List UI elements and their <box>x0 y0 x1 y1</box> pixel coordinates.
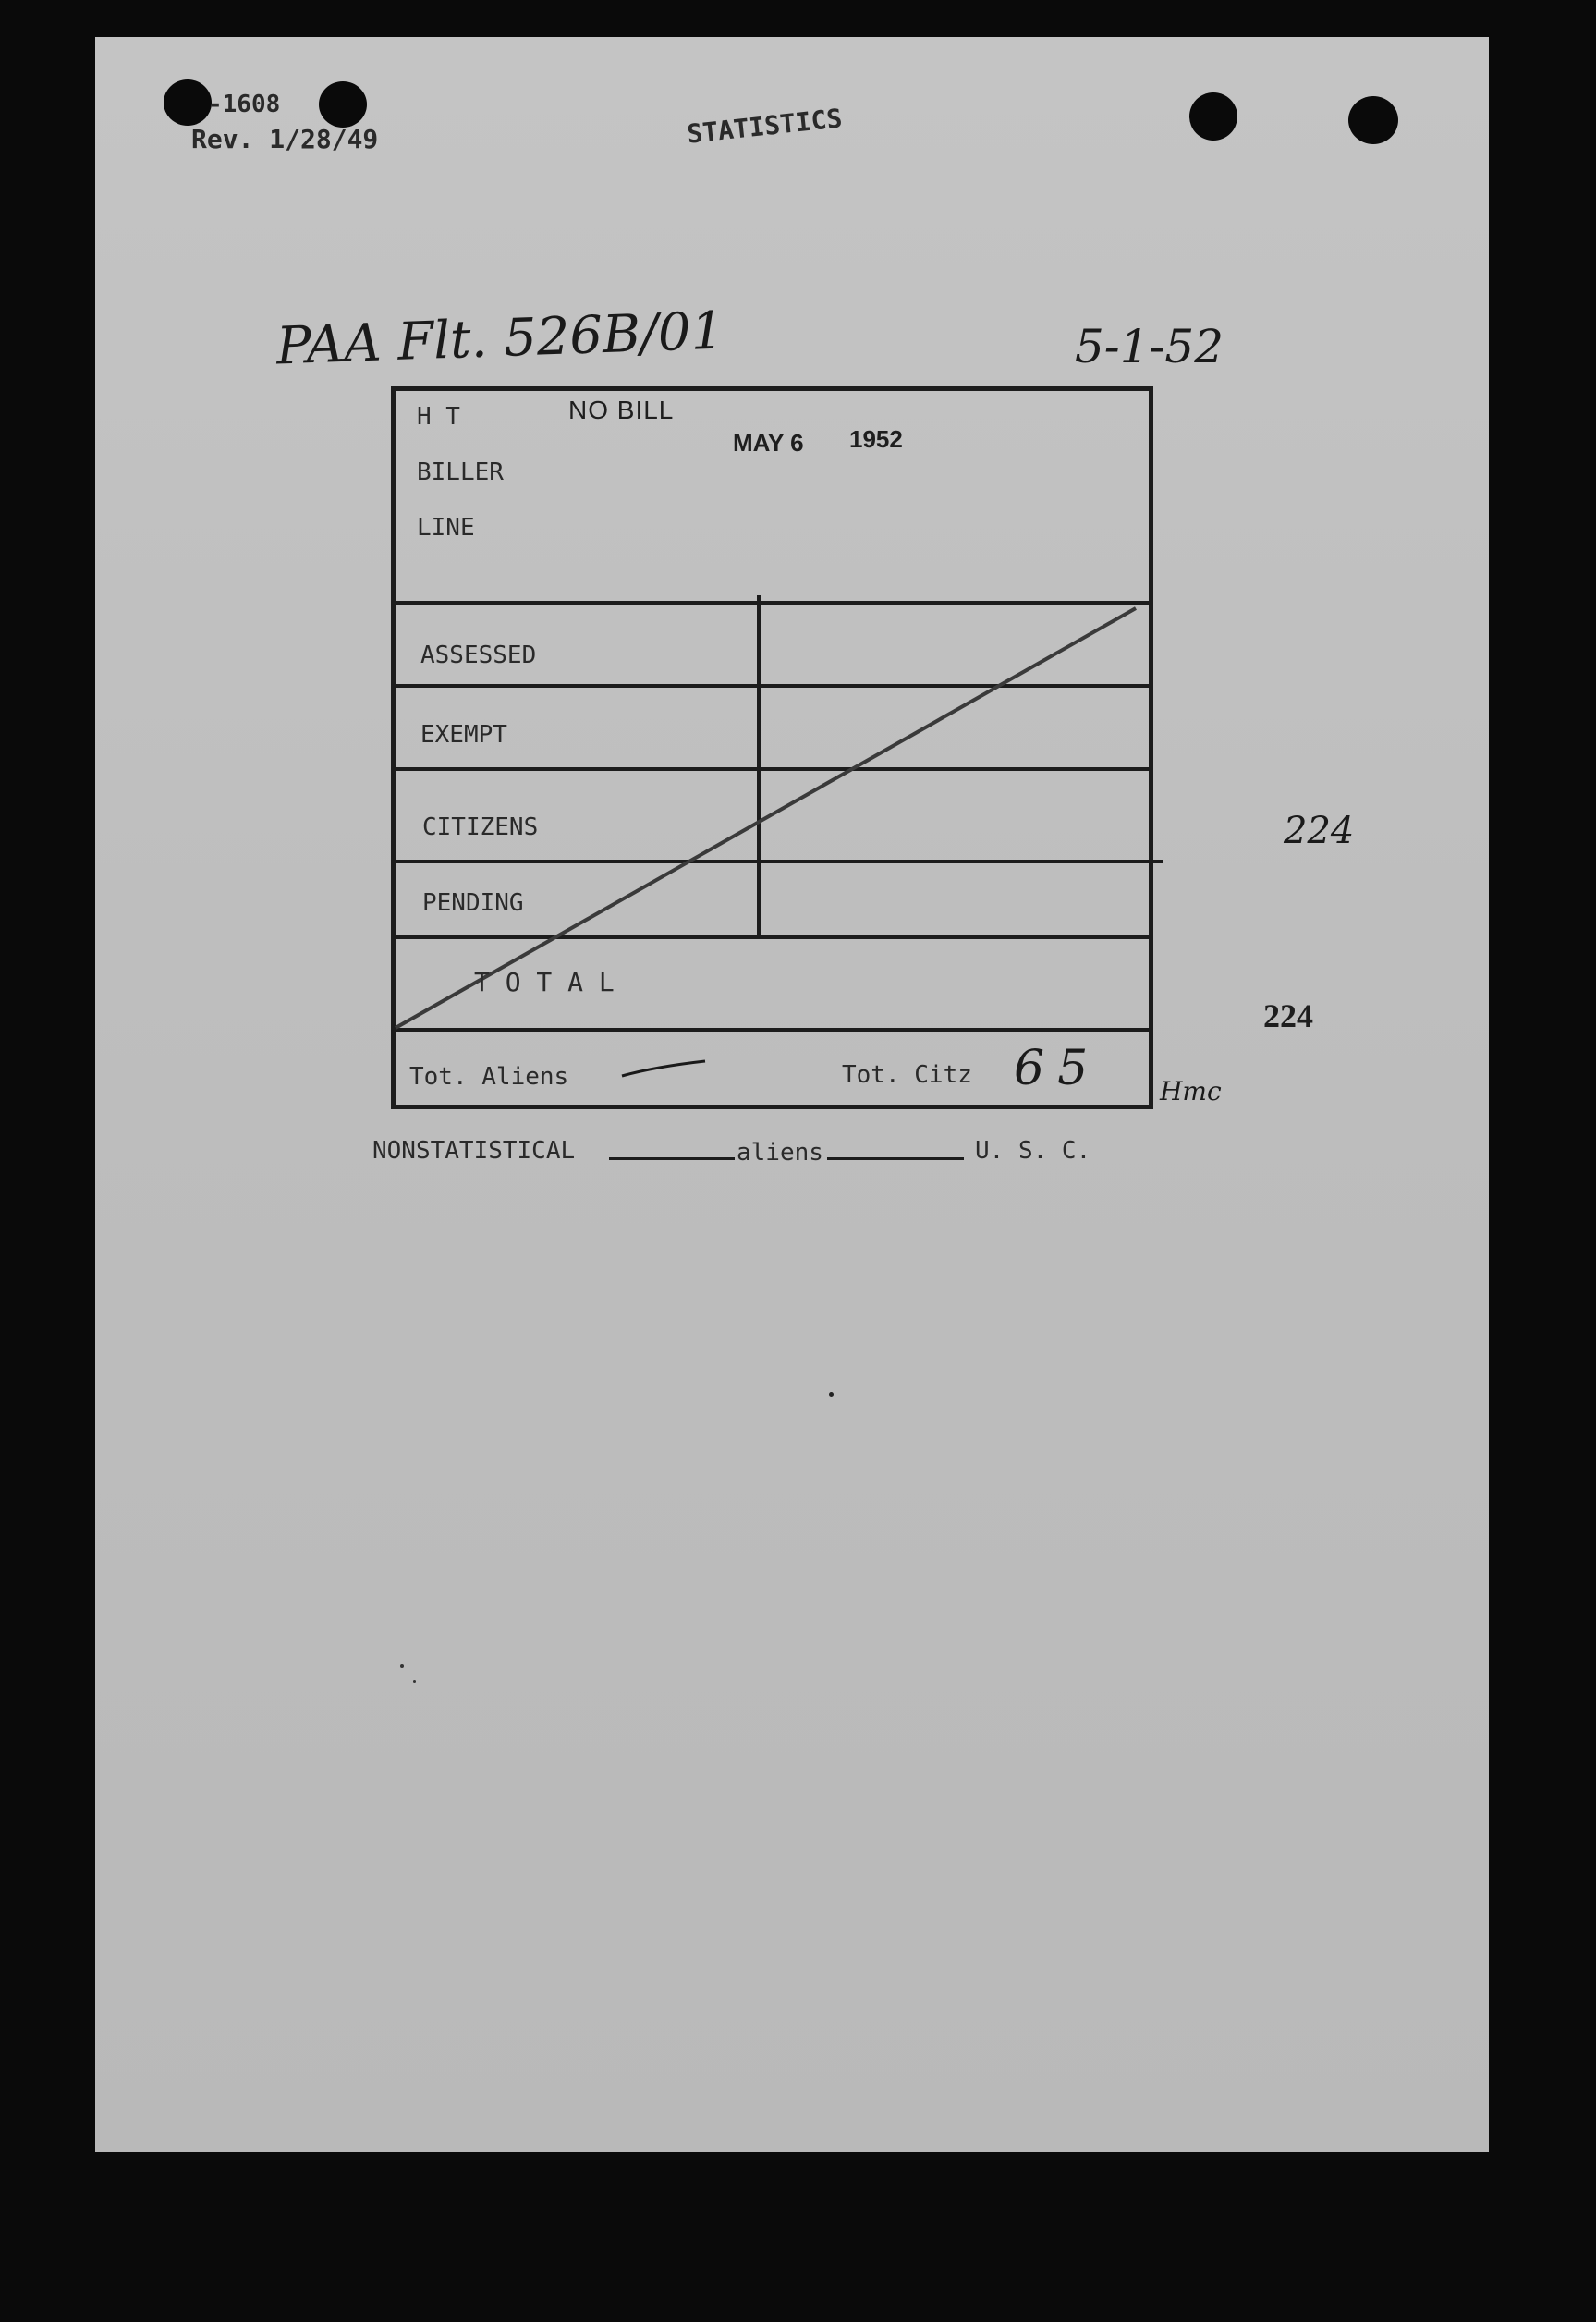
date-stamp-year: 1952 <box>849 425 903 453</box>
ht-label: H T <box>417 403 460 431</box>
exempt-label: EXEMPT <box>420 721 507 749</box>
date-stamp-month-day: MAY 6 <box>733 429 804 457</box>
aliens-label: aliens <box>737 1139 823 1167</box>
side-initials-handwriting: Hmc <box>1160 1076 1222 1106</box>
nonstatistical-label: NONSTATISTICAL <box>372 1137 576 1165</box>
form-number: -1608 <box>208 91 281 118</box>
tot-aliens-label: Tot. Aliens <box>409 1063 569 1091</box>
line-label: LINE <box>417 514 475 542</box>
paper-speck <box>829 1392 834 1397</box>
tot-citizens-value: 65 <box>1014 1041 1102 1096</box>
paper-speck <box>413 1680 416 1683</box>
no-bill-stamp: NO BILL <box>568 396 675 424</box>
revision-date: Rev. 1/28/49 <box>191 124 379 154</box>
usc-label: U. S. C. <box>975 1137 1091 1165</box>
diagonal-strike-line <box>95 37 1489 2152</box>
biller-label: BILLER <box>417 458 504 486</box>
citizens-label: CITIZENS <box>422 813 539 841</box>
total-count-typed: 224 <box>1263 997 1313 1034</box>
aliens-dash-mark <box>618 1054 711 1082</box>
nonstatistical-underline <box>609 1157 735 1160</box>
statistics-stamp: STATISTICS <box>685 103 844 150</box>
aliens-underline <box>827 1157 964 1160</box>
date-handwriting: 5-1-52 <box>1075 320 1224 373</box>
document-page <box>95 37 1489 2152</box>
assessed-label: ASSESSED <box>420 642 537 669</box>
flight-handwriting: PAA Flt. 526B/01 <box>275 300 725 377</box>
paper-speck <box>400 1664 404 1668</box>
pending-label: PENDING <box>422 889 524 917</box>
total-label: T O T A L <box>474 967 615 997</box>
tot-citizens-label: Tot. Citz <box>842 1061 972 1089</box>
side-count-handwriting: 224 <box>1284 810 1355 852</box>
